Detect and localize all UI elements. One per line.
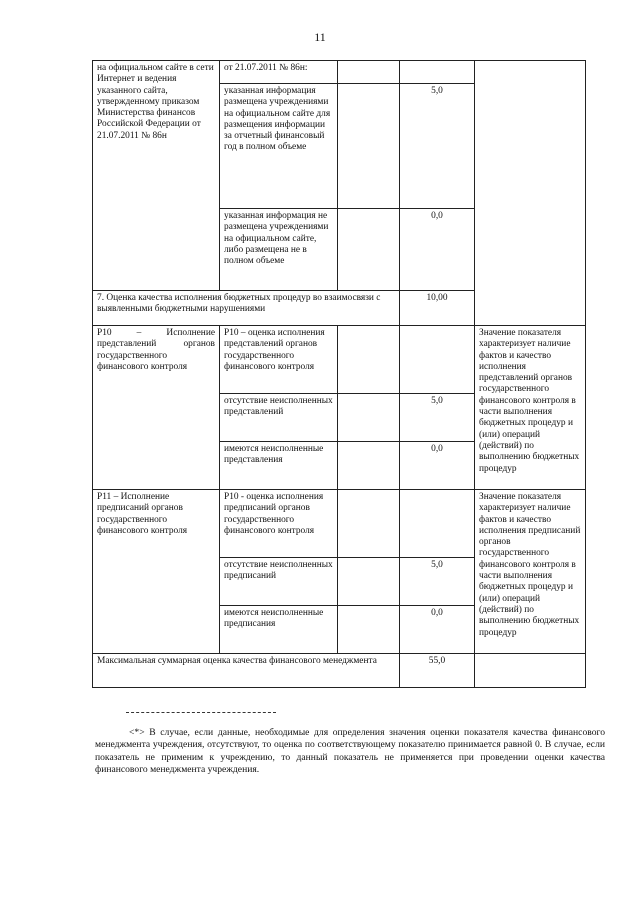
formula-cell: P10 – оценка исполнения представлений органов государственного финансового контроля (220, 326, 338, 394)
table-row (93, 654, 586, 688)
score-value: 0,0 (400, 606, 475, 654)
condition-cell: имеются неисполненные предписания (220, 606, 338, 654)
table-row (93, 490, 586, 558)
assessment-table (92, 60, 586, 688)
empty-cell (338, 442, 400, 490)
empty-cell (338, 558, 400, 606)
condition-cell: отсутствие неисполненных предписаний (220, 558, 338, 606)
empty-cell (338, 394, 400, 442)
empty-cell (338, 326, 400, 394)
page-number: 11 (314, 30, 326, 44)
score-value: 5,0 (400, 84, 475, 209)
condition-cell: указанная информация не размещена учреждениями на официальном сайте, либо размещена не в полном объеме (220, 209, 338, 291)
formula-cell: P10 - оценка исполнения предписаний органов государственного финансового контроля (220, 490, 338, 558)
indicator-label: P10 – Исполнение представлений органов государственного финансового контроля (93, 326, 220, 490)
indicator-label: P11 – Исполнение предписаний органов государственного финансового контроля (93, 490, 220, 654)
comment-cell (475, 61, 586, 326)
section-value: 10,00 (400, 291, 475, 326)
condition-cell: указанная информация размещена учреждениями на официальном сайте для размещения информации за отчетный финансовый год в полном объеме (220, 84, 338, 209)
score-value: 5,0 (400, 394, 475, 442)
empty-cell (338, 606, 400, 654)
condition-cell: имеются неисполненные представления (220, 442, 338, 490)
empty-cell (400, 326, 475, 394)
table-row (93, 61, 586, 84)
table-row (93, 326, 586, 394)
comment-cell: Значение показателя характеризует наличие фактов и качество исполнения представлений органов государственного финансового контроля в части выполнения бюджетных процедур и (или) операций (действий) по выполнению бюджетных процедур (475, 326, 586, 490)
condition-cell: от 21.07.2011 № 86н: (220, 61, 338, 84)
footnote (95, 727, 605, 777)
score-value: 5,0 (400, 558, 475, 606)
empty-cell (338, 490, 400, 558)
empty-cell (400, 490, 475, 558)
footnote-separator (126, 712, 276, 713)
comment-cell: Значение показателя характеризует наличие фактов и качество исполнения предписаний органов государственного финансового контроля в части выполнения бюджетных процедур и (или) операций (действий) по выполнению бюджетных процедур (475, 490, 586, 654)
section-title: 7. Оценка качества исполнения бюджетных процедур во взаимосвязи с выявленными бюджетными нарушениями (93, 291, 400, 326)
score-value: 0,0 (400, 209, 475, 291)
footnote-text: <*> В случае, если данные, необходимые для определения значения оценки показателя качества финансового менеджмента учреждения, отсутствуют, то оценка по соответствующему показателю принимается равной 0. В случае, если показатель не применим к учреждению, то данный показатель не применяется при проведении оценки качества финансового менеджмента учреждения. (95, 727, 605, 776)
total-label: Максимальная суммарная оценка качества финансового менеджмента (93, 654, 400, 688)
score-value: 0,0 (400, 442, 475, 490)
condition-cell: отсутствие неисполненных представлений (220, 394, 338, 442)
indicator-label: на официальном сайте в сети Интернет и ведения указанного сайта, утвержденному приказом Министерства финансов Российской Федерации от 21.07.2011 № 86н (93, 61, 220, 291)
empty-cell (400, 61, 475, 84)
total-value: 55,0 (400, 654, 475, 688)
empty-cell (475, 654, 586, 688)
empty-cell (338, 209, 400, 291)
empty-cell (338, 84, 400, 209)
empty-cell (338, 61, 400, 84)
